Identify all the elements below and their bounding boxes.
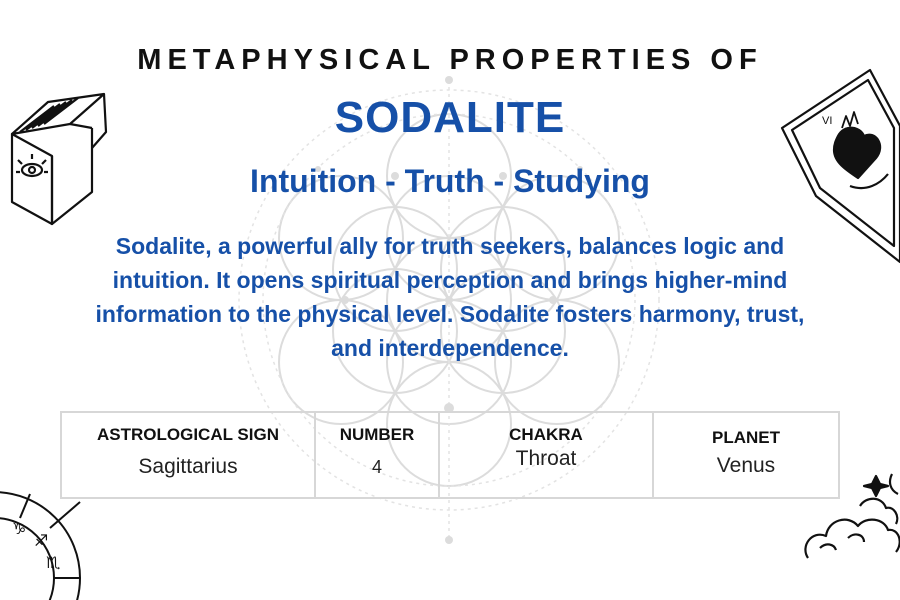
property-value: Venus — [716, 454, 776, 477]
svg-text:VI: VI — [822, 115, 833, 127]
property-value: Throat — [515, 447, 577, 470]
page-subtitle: Intuition - Truth - Studying — [250, 163, 650, 199]
property-value: 4 — [371, 457, 382, 477]
capricorn-glyph: ♑ — [12, 519, 27, 538]
properties-table — [60, 411, 840, 499]
property-value: Sagittarius — [138, 455, 238, 478]
property-chakra — [440, 413, 654, 497]
property-astrological-sign — [62, 413, 316, 497]
zodiac-wheel-icon — [0, 488, 92, 600]
sagittarius-glyph: ♐ — [34, 531, 49, 550]
property-label: PLANET — [712, 428, 780, 447]
property-planet — [654, 413, 838, 497]
property-label: NUMBER — [339, 425, 415, 444]
property-label: CHAKRA — [509, 425, 583, 444]
page-kicker: METAPHYSICAL PROPERTIES OF — [137, 44, 763, 76]
description-paragraph: Sodalite, a powerful ally for truth seekers, balances logic and intuition. It opens spiritual perception and brings higher-mind information to the physical level. Sodalite fosters harmony, trust, and interdependence. — [95, 233, 805, 361]
property-number — [316, 413, 440, 497]
page-title: SODALITE — [334, 93, 566, 142]
scorpio-glyph: ♏ — [46, 553, 61, 572]
property-label: ASTROLOGICAL SIGN — [97, 425, 279, 444]
